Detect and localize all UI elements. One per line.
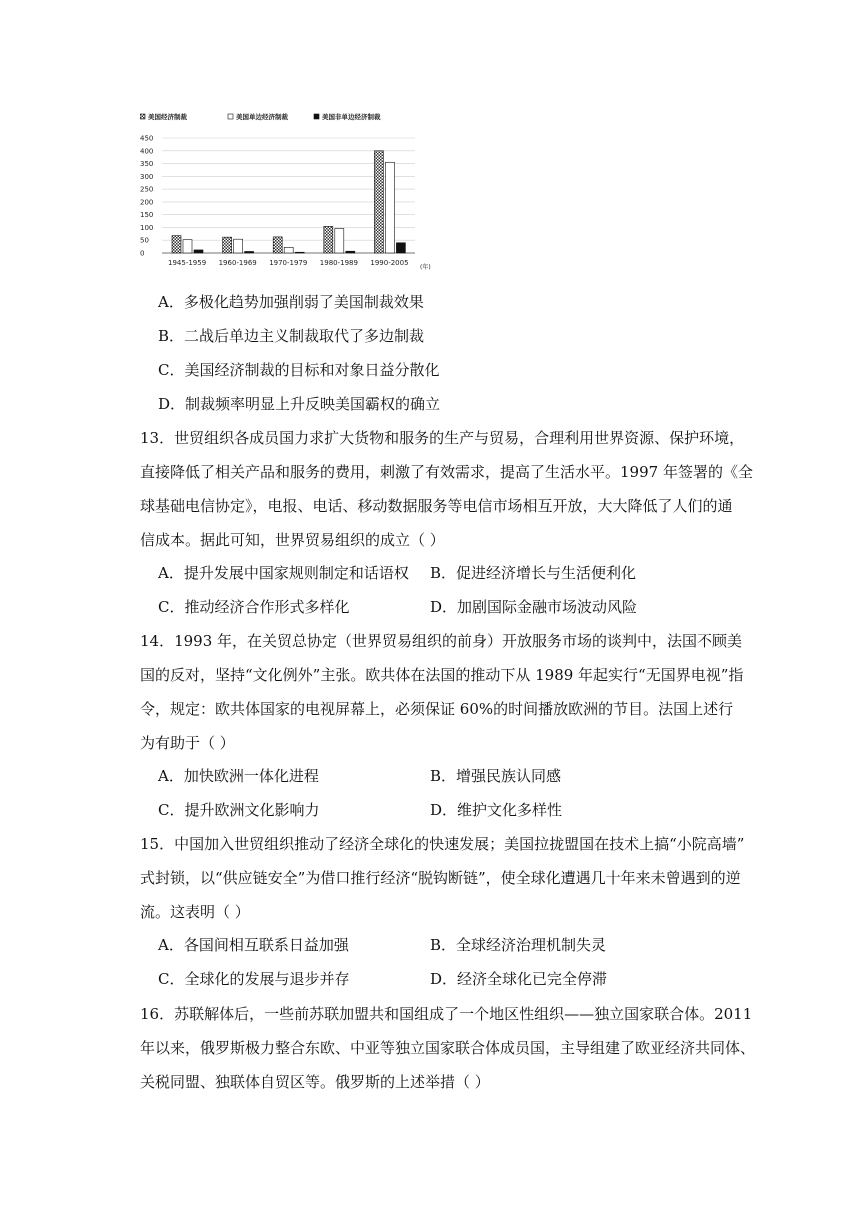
q13-stem	[140, 421, 753, 557]
q13-option-c[interactable]: C．推动经济合作形式多样化	[158, 598, 350, 616]
y-tick-label: 250	[140, 185, 154, 194]
q14-line: 为有助于（ ）	[140, 734, 235, 752]
x-tick-label: 1980-1989	[319, 259, 358, 267]
q14-option-a[interactable]: A．加快欧洲一体化进程	[158, 767, 319, 785]
x-tick-label: 1990-2005	[370, 259, 409, 267]
q13-line: 13．世贸组织各成员国力求扩大货物和服务的生产与贸易，合理利用世界资源、保护环境，	[140, 429, 745, 447]
q13-option-b[interactable]: B．促进经济增长与生活便利化	[430, 564, 637, 582]
q15-line: 流。这表明（ ）	[140, 903, 250, 921]
q16-line: 年以来，俄罗斯极力整合东欧、中亚等独立国家联合体成员国，主导组建了欧亚经济共同体、	[140, 1039, 756, 1057]
q14-option-c[interactable]: C．提升欧洲文化影响力	[158, 801, 320, 819]
bar	[324, 226, 333, 253]
y-tick-label: 100	[140, 223, 154, 232]
legend-label: 美国经济制裁	[148, 113, 187, 121]
q15-line: 式封锁，以“供应链安全”为借口推行经济“脱钩断链”，使全球化遭遇几十年来未曾遇到的逆	[140, 869, 741, 887]
q15-option-d[interactable]: D．经济全球化已完全停滞	[430, 970, 608, 988]
y-tick-label: 450	[140, 134, 154, 143]
y-tick-label: 200	[140, 198, 154, 207]
q14-option-b[interactable]: B．增强民族认同感	[430, 767, 562, 785]
bar	[172, 236, 181, 253]
bar	[396, 243, 405, 253]
y-tick-label: 150	[140, 211, 154, 220]
x-tick-label: 1960-1969	[218, 259, 257, 267]
q16-line: 16．苏联解体后，一些前苏联加盟共和国组成了一个地区性组织——独立国家联合体。2011	[140, 1005, 753, 1023]
legend-swatch	[140, 114, 145, 119]
q13-option-d[interactable]: D．加剧国际金融市场波动风险	[430, 598, 638, 616]
bar	[335, 228, 344, 253]
q12-option-a[interactable]: A．多极化趋势加强削弱了美国制裁效果	[158, 293, 424, 311]
q15-stem	[140, 827, 745, 929]
legend-label: 美国单边经济制裁	[236, 113, 288, 121]
q15-option-b[interactable]: B．全球经济治理机制失灵	[430, 936, 607, 954]
bar	[234, 239, 243, 253]
bar	[284, 247, 293, 253]
q16-line: 关税同盟、独联体自贸区等。俄罗斯的上述举措（ ）	[140, 1073, 490, 1091]
bar	[385, 162, 394, 253]
q15-option-a[interactable]: A．各国间相互联系日益加强	[158, 936, 349, 954]
q12-option-c[interactable]: C．美国经济制裁的目标和对象日益分散化	[158, 361, 440, 379]
bar	[223, 237, 232, 253]
q12-option-b[interactable]: B．二战后单边主义制裁取代了多边制裁	[158, 327, 425, 345]
bar	[346, 251, 355, 253]
x-tick-label: 1970-1979	[269, 259, 308, 267]
y-tick-label: 50	[140, 236, 149, 245]
x-axis-unit: (年)	[420, 264, 431, 271]
q13-line: 球基础电信协定》，电报、电话、移动数据服务等电信市场相互开放，大大降低了人们的通	[140, 497, 733, 515]
q13-option-a[interactable]: A．提升发展中国家规则制定和话语权	[158, 564, 409, 582]
q14-line: 14．1993 年，在关贸总协定（世界贸易组织的前身）开放服务市场的谈判中，法国不顾美	[140, 632, 743, 650]
q13-line: 直接降低了相关产品和服务的费用，刺激了有效需求，提高了生活水平。1997 年签署的《全	[140, 463, 753, 481]
bar	[273, 237, 282, 253]
legend-label: 美国非单边经济制裁	[322, 113, 381, 121]
q14-line: 令，规定：欧共体国家的电视屏幕上，必须保证 60%的时间播放欧洲的节目。法国上述行	[140, 700, 734, 718]
bar	[295, 252, 304, 253]
y-tick-label: 0	[140, 249, 145, 258]
sanctions-bar-chart	[140, 105, 440, 275]
chart-svg	[140, 105, 440, 275]
bar	[245, 251, 254, 253]
y-tick-label: 400	[140, 147, 154, 156]
legend-swatch	[228, 114, 233, 119]
q13-line: 信成本。据此可知，世界贸易组织的成立（ ）	[140, 531, 445, 549]
bar	[183, 240, 192, 253]
bar	[374, 151, 383, 253]
q12-option-d[interactable]: D．制裁频率明显上升反映美国霸权的确立	[158, 395, 441, 413]
q14-stem	[140, 624, 744, 760]
q15-line: 15．中国加入世贸组织推动了经济全球化的快速发展；美国拉拢盟国在技术上搞“小院高墙”	[140, 835, 745, 853]
x-tick-label: 1945-1959	[168, 259, 207, 267]
q14-option-d[interactable]: D．维护文化多样性	[430, 801, 563, 819]
q14-line: 国的反对，坚持“文化例外”主张。欧共体在法国的推动下从 1989 年起实行“无国界电视”指	[140, 666, 744, 684]
bar	[194, 250, 203, 253]
q16-stem	[140, 997, 756, 1099]
y-tick-label: 300	[140, 172, 154, 181]
q15-option-c[interactable]: C．全球化的发展与退步并存	[158, 970, 350, 988]
y-tick-label: 350	[140, 160, 154, 169]
legend-swatch	[314, 114, 319, 119]
